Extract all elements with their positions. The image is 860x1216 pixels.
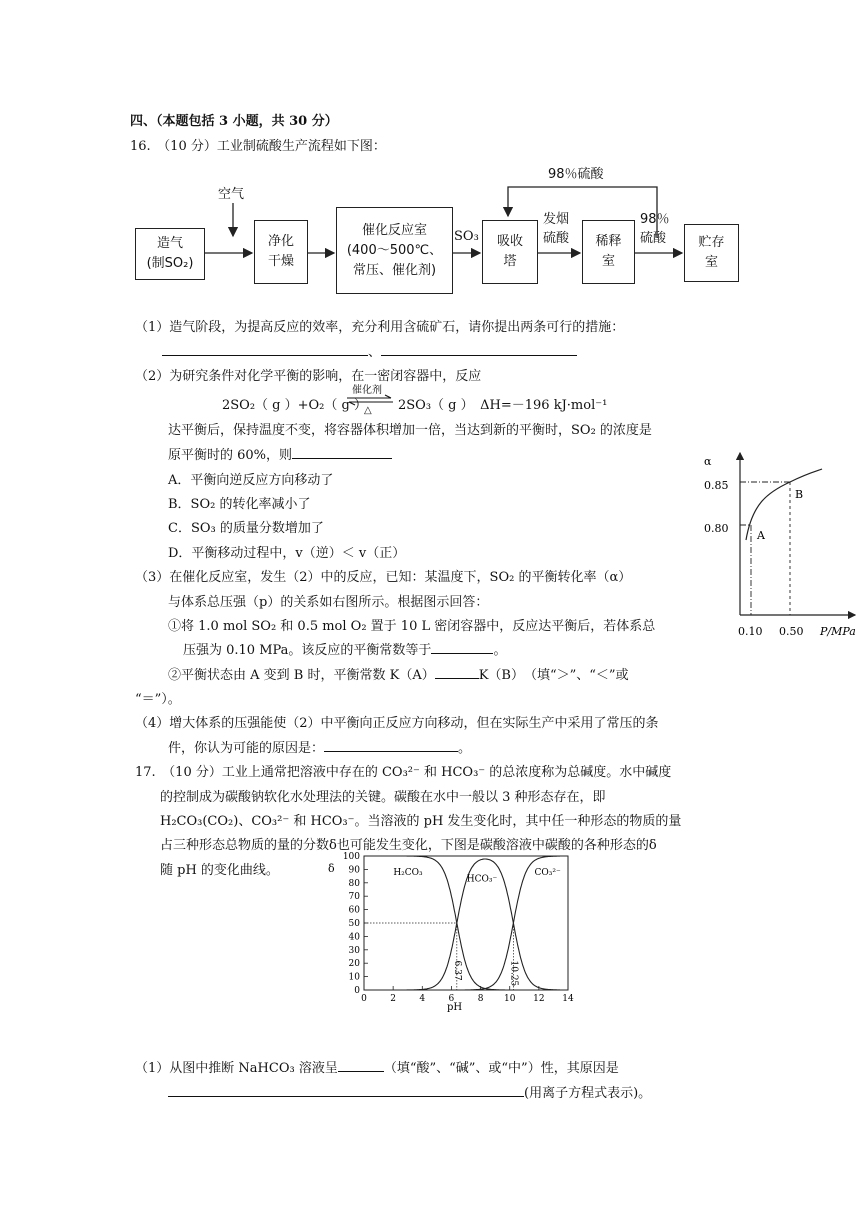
y-tick-label: 60: [348, 905, 360, 916]
y-tick-label: 50: [348, 919, 360, 929]
q17-p1b: [168, 1082, 651, 1101]
y-tick-label: 40: [348, 932, 360, 943]
q16-p4b: [168, 737, 471, 756]
q17-p1-mid: （填“酸”、“碱”、或“中”）性，其原因是: [383, 1061, 619, 1076]
so3-label: SO₃: [454, 229, 479, 244]
q17-l3: H₂CO₃(CO₂)、CO₃²⁻ 和 HCO₃⁻。当溶液的 pH 发生变化时，其中任一种形态的物质的量: [160, 814, 682, 829]
x-tick-label: 2: [390, 994, 397, 1004]
q16-p3e: [168, 664, 629, 683]
box-absorption-tower: 吸收 塔: [482, 220, 538, 284]
delta-ph-chart: [320, 848, 580, 1023]
blank-separator: 、: [368, 345, 382, 360]
q17-p1-end: (用离子方程式表示)。: [524, 1086, 652, 1101]
y-tick-085: 0.85: [704, 479, 729, 492]
q16-p3d: [183, 639, 506, 658]
alpha-pressure-graph: [700, 445, 860, 645]
q16-p3c: ①将 1.0 mol SO₂ 和 0.5 mol O₂ 置于 10 L 密闭容器中，反应达平衡后，若体系总: [168, 619, 656, 634]
graph-xlabel: P/MPa: [820, 625, 856, 638]
x-tick-label: 10: [503, 994, 516, 1004]
option-a: A．平衡向逆反应方向移动了: [168, 473, 334, 488]
y-tick-label: 100: [342, 852, 360, 862]
q16-header: 16. （10 分）工业制硫酸生产流程如下图：: [130, 139, 386, 154]
section-title: 四、（本题包括 3 小题，共 30 分）: [130, 114, 338, 129]
answer-blank: [168, 1084, 524, 1097]
q16-p4b-end: 。: [458, 741, 472, 756]
q16-p1-blanks: [162, 341, 577, 360]
fuming-acid-label: 发烟 硫酸: [543, 212, 570, 246]
series-label: H₂CO₃: [393, 867, 423, 878]
answer-blank: [292, 446, 392, 459]
y-tick-label: 70: [348, 892, 360, 903]
q17-l4: 占三种形态总物质的量的分数δ也可能发生变化，下图是碳酸溶液中碳酸的各种形态的δ: [160, 838, 657, 853]
q16-p3e-mid: K（B） （填“＞”、“＜”或: [478, 668, 629, 683]
y-tick-label: 10: [348, 972, 360, 983]
q16-p2b: 达平衡后，保持温度不变，将容器体积增加一倍，当达到新的平衡时，SO₂ 的浓度是: [168, 423, 652, 438]
chart-xlabel: pH: [447, 1002, 463, 1013]
q16-p2c: [168, 444, 392, 463]
answer-blank: [338, 1059, 384, 1072]
q16-p3b: 与体系总压强（p）的关系如右图所示。根据图示回答：: [168, 595, 489, 610]
answer-blank: [381, 343, 577, 356]
point-b-label: B: [795, 488, 804, 501]
x-tick-label: 12: [533, 994, 545, 1004]
pka1-annotation: 6.37: [451, 960, 462, 981]
answer-blank: [162, 343, 368, 356]
q16-p4: （4）增大体系的压强能使（2）中平衡向正反应方向移动，但在实际生产中采用了常压的条: [135, 716, 659, 731]
answer-blank: [431, 641, 493, 654]
point-a-label: A: [757, 529, 765, 542]
q17-p1-text: （1）从图中推断 NaHCO₃ 溶液呈: [135, 1061, 338, 1076]
box-storage-room: 贮存 室: [684, 224, 739, 282]
q16-p3d-end: 。: [493, 643, 507, 658]
air-label: 空气: [218, 187, 245, 202]
y-tick-label: 0: [354, 986, 360, 996]
x-tick-label: 6: [448, 994, 455, 1004]
y-tick-label: 80: [348, 878, 360, 889]
y-tick-label: 90: [348, 865, 360, 876]
y-tick-label: 30: [348, 945, 360, 956]
box-purify-dry: 净化 干燥: [254, 220, 308, 284]
acid98-label: 98％ 硫酸: [640, 212, 670, 246]
chart-ylabel: δ: [328, 862, 335, 875]
x-tick-050: 0.50: [779, 625, 804, 638]
q17-l5: 随 pH 的变化曲线。: [160, 863, 279, 878]
box-dilution-room: 稀释 室: [582, 220, 635, 284]
graph-ylabel: α: [704, 455, 712, 468]
catalyst-label: 催化剂: [352, 385, 382, 396]
option-b: B．SO₂ 的转化率减小了: [168, 497, 311, 512]
x-tick-label: 8: [477, 994, 484, 1004]
option-c: C．SO₃ 的质量分数增加了: [168, 521, 324, 536]
x-tick-010: 0.10: [738, 625, 763, 638]
answer-blank: [435, 666, 479, 679]
q16-p3e-text: ②平衡状态由 A 变到 B 时，平衡常数 K（A）: [168, 668, 435, 683]
q16-p2c-text: 原平衡时的 60%，则: [168, 448, 293, 463]
x-tick-label: 4: [419, 994, 426, 1004]
q17-p1: [135, 1057, 619, 1076]
heat-symbol: △: [364, 405, 372, 416]
q16-p3: （3）在催化反应室，发生（2）中的反应，已知：某温度下，SO₂ 的平衡转化率（α）: [135, 570, 632, 585]
q16-p1: （1）造气阶段，为提高反应的效率，充分利用含硫矿石，请你提出两条可行的措施：: [135, 320, 625, 335]
q16-p4b-text: 件，你认为可能的原因是：: [168, 741, 325, 756]
q16-p3f: “＝”）。: [135, 692, 181, 707]
equation-right: 2SO₃（ g ） ΔH=－196 kJ·mol⁻¹: [398, 398, 608, 413]
y-tick-label: 20: [348, 959, 360, 970]
x-tick-label: 14: [562, 994, 574, 1004]
recycle-label: 98％硫酸: [548, 167, 604, 182]
q16-p2: （2）为研究条件对化学平衡的影响，在一密闭容器中，反应: [135, 369, 482, 384]
option-d: D．平衡移动过程中，v（逆）＜ v（正）: [168, 546, 406, 561]
box-gas-making: 造气 (制SO₂): [135, 228, 205, 280]
series-label: HCO₃⁻: [466, 874, 498, 885]
box-catalytic-chamber: 催化反应室 (400～500℃、 常压、催化剂): [336, 207, 453, 294]
q16-p3d-text: 压强为 0.10 MPa。该反应的平衡常数等于: [183, 643, 432, 658]
answer-blank: [324, 739, 458, 752]
x-tick-label: 0: [361, 994, 367, 1004]
pka2-annotation: 10.25: [508, 960, 519, 987]
series-label: CO₃²⁻: [534, 867, 561, 878]
q17-l1: 17. （10 分）工业上通常把溶液中存在的 CO₃²⁻ 和 HCO₃⁻ 的总浓度称为总碱度。水中碱度: [135, 765, 672, 780]
y-tick-080: 0.80: [704, 522, 729, 535]
q17-l2: 的控制成为碳酸钠软化水处理法的关键。碳酸在水中一般以 3 种形态存在，即: [160, 790, 606, 805]
equation-left: 2SO₂（ g ）+O₂（ g ）: [222, 398, 367, 413]
